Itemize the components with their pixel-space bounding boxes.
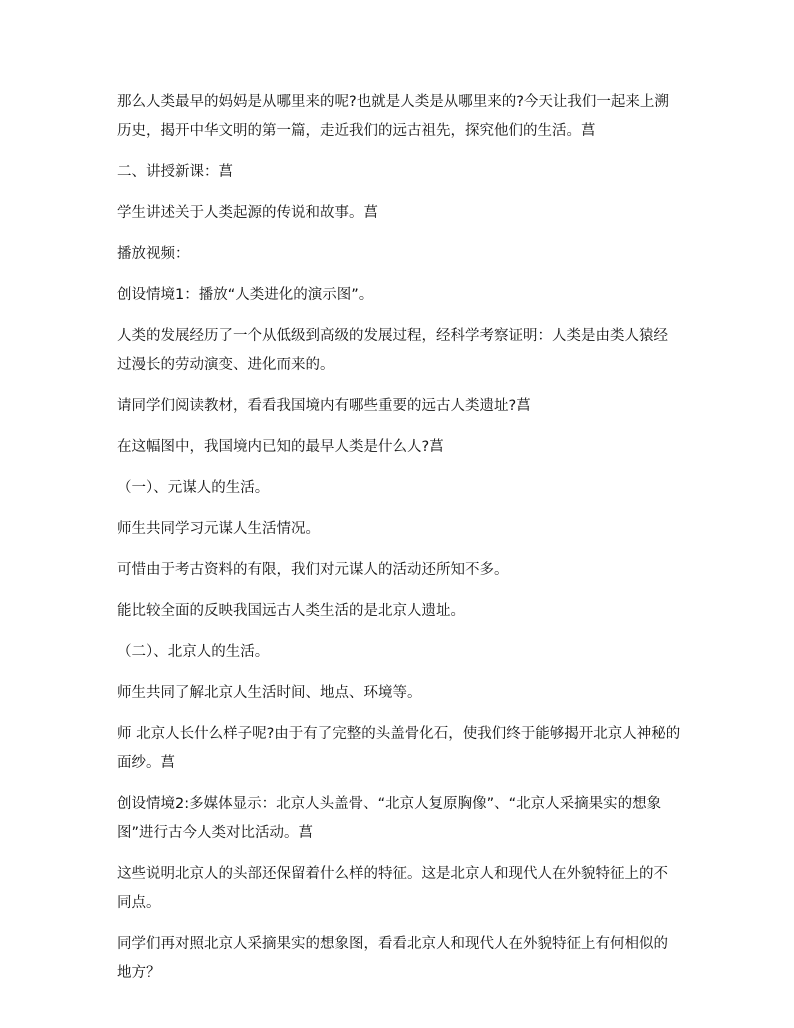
paragraph-intro: 那么人类最早的妈妈是从哪里来的呢?也就是人类是从哪里来的?今天让我们一起来上溯历史，揭开中华文明的第一篇，走近我们的远古祖先，探究他们的生活。菖 xyxy=(117,94,669,139)
heading-new-lesson: 二、讲授新课：菖 xyxy=(117,164,233,180)
heading-peking-life: （二）、北京人的生活。 xyxy=(117,644,270,660)
paragraph-yuanmou-limited: 可惜由于考古资料的有限，我们对元谋人的活动还所知不多。 xyxy=(117,562,509,578)
paragraph-scenario-2: 创设情境2:多媒体显示：北京人头盖骨、“北京人复原胸像”、“北京人采摘果实的想象图”进行古今人类对比活动。菖 xyxy=(117,796,662,841)
paragraph-yuanmou-study: 师生共同学习元谋人生活情况。 xyxy=(117,521,320,537)
paragraph-student-stories: 学生讲述关于人类起源的传说和故事。菖 xyxy=(117,205,378,221)
paragraph-scenario-1: 创设情境1：播放“人类进化的演示图”。 xyxy=(117,287,374,303)
paragraph-similarities: 同学们再对照北京人采摘果实的想象图，看看北京人和现代人在外貌特征上有何相似的地方？ xyxy=(117,936,668,981)
document-body xyxy=(117,88,682,988)
paragraph-peking-site: 能比较全面的反映我国远古人类生活的是北京人遗址。 xyxy=(117,603,465,619)
paragraph-head-features: 这些说明北京人的头部还保留着什么样的特征。这是北京人和现代人在外貌特征上的不同点。 xyxy=(117,866,668,911)
paragraph-human-evolution: 人类的发展经历了一个从低级到高级的发展过程，经科学考察证明：人类是由类人猿经过漫长的劳动演变、进化而来的。 xyxy=(117,328,668,373)
paragraph-peking-appearance: 师 北京人长什么样子呢?由于有了完整的头盖骨化石，使我们终于能够揭开北京人神秘的面纱。菖 xyxy=(117,726,681,771)
paragraph-peking-environment: 师生共同了解北京人生活时间、地点、环境等。 xyxy=(117,685,422,701)
paragraph-play-video: 播放视频： xyxy=(117,246,190,262)
paragraph-read-textbook: 请同学们阅读教材，看看我国境内有哪些重要的远古人类遗址?菖 xyxy=(117,398,531,414)
paragraph-earliest-human: 在这幅图中，我国境内已知的最早人类是什么人?菖 xyxy=(117,439,444,455)
heading-yuanmou-life: （一）、元谋人的生活。 xyxy=(117,480,270,496)
